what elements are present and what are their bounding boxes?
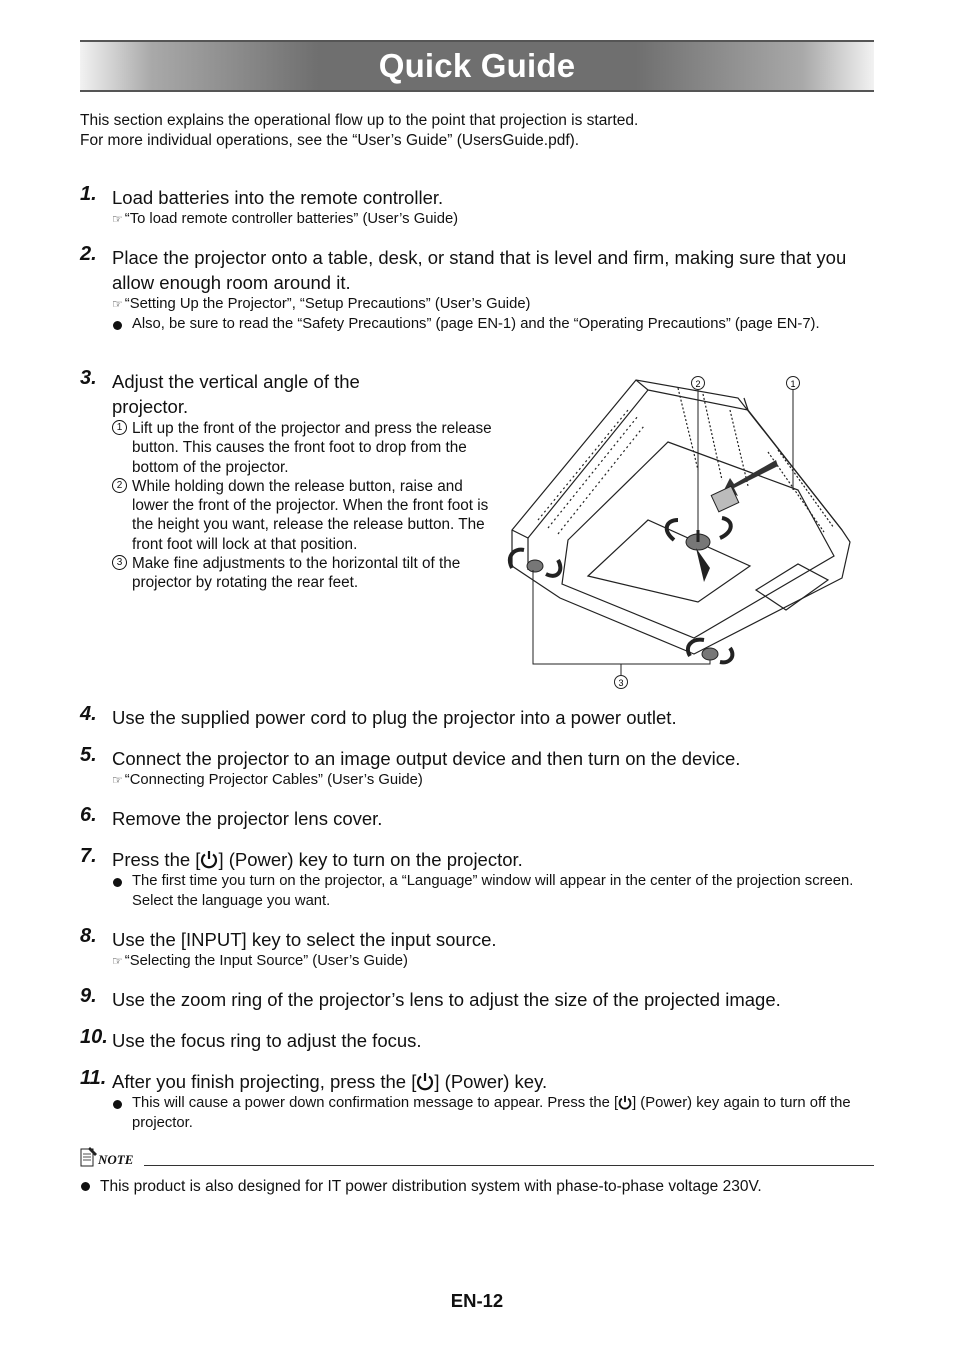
step-number: 2. (80, 243, 97, 265)
step-number: 3. (80, 367, 97, 389)
page-number: EN-12 (450, 1290, 504, 1311)
intro-text (80, 111, 880, 150)
pointing-hand-icon: ☞ (112, 212, 123, 226)
title-bar (80, 40, 874, 92)
power-icon (416, 1072, 434, 1091)
reference: ☞ “Selecting the Input Source” (User’s Guide) (112, 953, 408, 969)
step-text: Adjust the vertical angle of the projector. (112, 371, 360, 417)
step-2 (80, 245, 880, 334)
step-text: Use the zoom ring of the projector’s lens to adjust the size of the projected image. (112, 989, 781, 1010)
step-number: 7. (80, 845, 97, 867)
step-text: Use the focus ring to adjust the focus. (112, 1030, 422, 1051)
power-icon (200, 850, 218, 869)
step-10 (80, 1028, 880, 1053)
bullet-item: The first time you turn on the projector, a “Language” window will appear in the center of the projection screen. Select the language you want. (112, 872, 880, 911)
callout-2 (692, 377, 705, 390)
step-number: 8. (80, 925, 97, 947)
callout-3 (615, 676, 628, 689)
page-title: Quick Guide (378, 47, 576, 84)
step-8 (80, 927, 880, 972)
circled-number-icon: 1 (112, 420, 127, 435)
bullet-dot-icon (113, 321, 122, 330)
substep-1: 1 Lift up the front of the projector and press the release button. This causes the front foot to drop from the bottom of the projector. (112, 419, 500, 477)
bullet-dot-icon (113, 878, 122, 887)
intro-line: This section explains the operational flow up to the point that projection is started. (80, 112, 639, 129)
projector-underside-illustration (498, 370, 868, 695)
note-divider (144, 1165, 874, 1166)
step-1 (80, 185, 880, 230)
step-number: 1. (80, 183, 97, 205)
step-text: Remove the projector lens cover. (112, 808, 383, 829)
step-number: 10. (80, 1026, 108, 1048)
step-text: Place the projector onto a table, desk, or stand that is level and firm, making sure that you allow enough room around it. (112, 247, 847, 293)
step-number: 9. (80, 985, 97, 1007)
svg-text:1: 1 (790, 379, 796, 389)
step-text: Press the [ ] (Power) key to turn on the projector. (112, 849, 523, 870)
intro-line: For more individual operations, see the “User’s Guide” (UsersGuide.pdf). (80, 131, 580, 149)
note-header (80, 1146, 874, 1170)
step-5 (80, 746, 880, 791)
pointing-hand-icon: ☞ (112, 773, 123, 787)
bullet-dot-icon (81, 1182, 90, 1191)
step-4 (80, 705, 880, 730)
substep-3: 3 Make fine adjustments to the horizontal tilt of the projector by rotating the rear feet. (112, 554, 500, 593)
bullet-item: Also, be sure to read the “Safety Precautions” (page EN-1) and the “Operating Precautions” (page EN-7). (112, 315, 880, 335)
bullet-item: This will cause a power down confirmation message to appear. Press the [ ] (Power) key again to turn off the projector. (112, 1094, 880, 1133)
pointing-hand-icon: ☞ (112, 954, 123, 968)
circled-number-icon: 3 (112, 555, 127, 570)
substep-2: 2 While holding down the release button, raise and lower the front of the projector. When the front foot is the height you want, release the release button. The front foot will lock at that position. (112, 477, 500, 554)
callout-1 (787, 377, 800, 390)
note-label: NOTE (80, 1146, 133, 1168)
step-text: After you finish projecting, press the [ ] (Power) key. (112, 1071, 548, 1092)
step-text: Connect the projector to an image output device and then turn on the device. (112, 748, 741, 769)
step-text: Use the supplied power cord to plug the projector into a power outlet. (112, 707, 677, 728)
note-pencil-icon (80, 1146, 98, 1168)
step-text: Use the [INPUT] key to select the input source. (112, 929, 497, 950)
bullet-dot-icon (113, 1100, 122, 1109)
step-3 (80, 369, 500, 593)
circled-number-icon: 2 (112, 478, 127, 493)
step-7 (80, 847, 880, 911)
reference: ☞ “Connecting Projector Cables” (User’s Guide) (112, 772, 423, 788)
step-number: 11. (80, 1067, 107, 1089)
step-11 (80, 1069, 880, 1133)
step-6 (80, 806, 880, 831)
note-bullet: This product is also designed for IT power distribution system with phase-to-phase voltage 230V. (80, 1177, 880, 1197)
step-number: 6. (80, 804, 97, 826)
reference: ☞ “Setting Up the Projector”, “Setup Precautions” (User’s Guide) (112, 296, 531, 312)
reference: ☞ “To load remote controller batteries” (User’s Guide) (112, 211, 459, 227)
pointing-hand-icon: ☞ (112, 297, 123, 311)
step-number: 4. (80, 703, 97, 725)
svg-text:3: 3 (618, 678, 624, 688)
power-icon (618, 1095, 632, 1110)
step-number: 5. (80, 744, 97, 766)
step-9 (80, 987, 880, 1012)
step-text: Load batteries into the remote controller. (112, 187, 444, 208)
svg-text:2: 2 (695, 379, 701, 389)
